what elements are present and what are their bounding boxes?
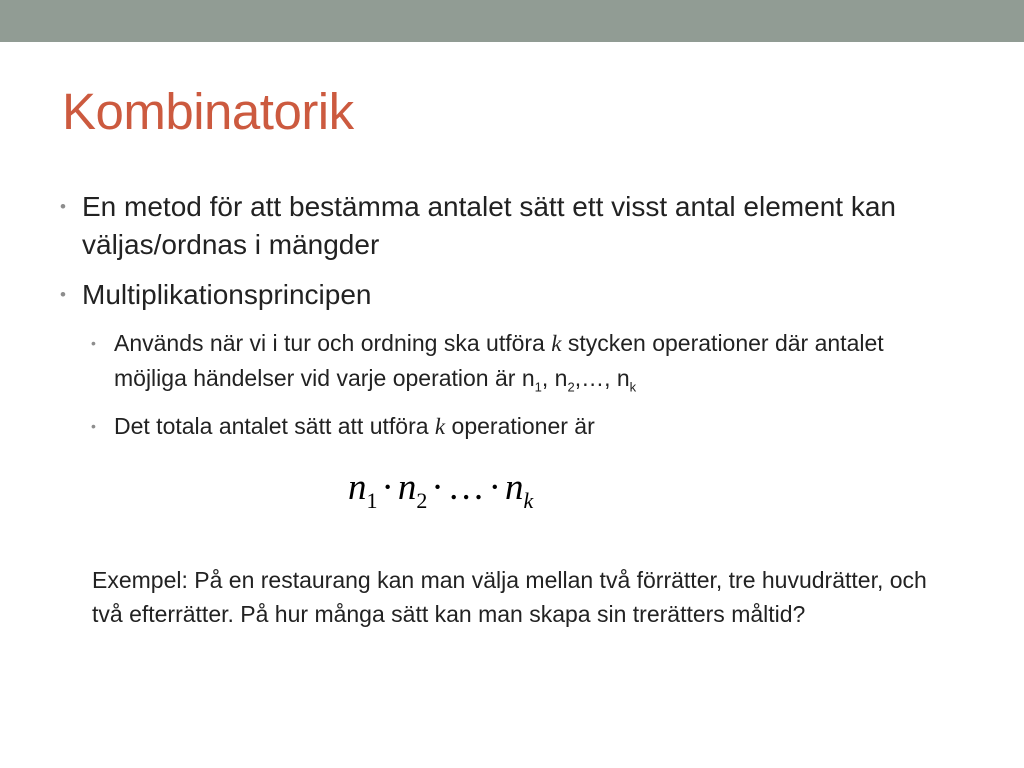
bullet-item-definition <box>60 188 960 264</box>
bullet-list <box>60 188 960 448</box>
variable-k: k <box>551 331 562 356</box>
top-decorative-band <box>0 0 1024 42</box>
sub-bullet-text: Det totala antalet sätt att utföra k operationer är <box>114 412 595 439</box>
bullet-text: En metod för att bestämma antalet sätt ett visst antal element kan väljas/ordnas i mängder <box>82 191 896 260</box>
bullet-dot-icon: • <box>60 197 66 216</box>
bullet-dot-icon: • <box>91 335 96 351</box>
slide-title: Kombinatorik <box>62 83 354 140</box>
bullet-dot-icon: • <box>60 285 66 304</box>
bullet-dot-icon: • <box>91 417 96 434</box>
sub-bullet-item-total <box>60 409 960 444</box>
example-text: Exempel: På en restaurang kan man välja mellan två förrätter, tre huvudrätter, och två efterrätter. På hur många sätt kan man skapa sin trerätters måltid? <box>92 567 927 627</box>
variable-k: k <box>434 413 446 439</box>
product-formula: $n_1 \cdot n_2$ · … · $n_k$ <box>348 467 534 513</box>
bullet-item-multiplication-principle <box>60 276 960 314</box>
bullet-text: Multiplikationsprincipen <box>82 279 372 310</box>
sub-bullet-item-usage <box>60 326 960 405</box>
sub-bullet-text: Används när vi i tur och ordning ska utföra k stycken operationer där antalet möjliga händelser vid varje operation är $n_1$, $n_2,\dots$, $n_k$ <box>114 330 884 395</box>
